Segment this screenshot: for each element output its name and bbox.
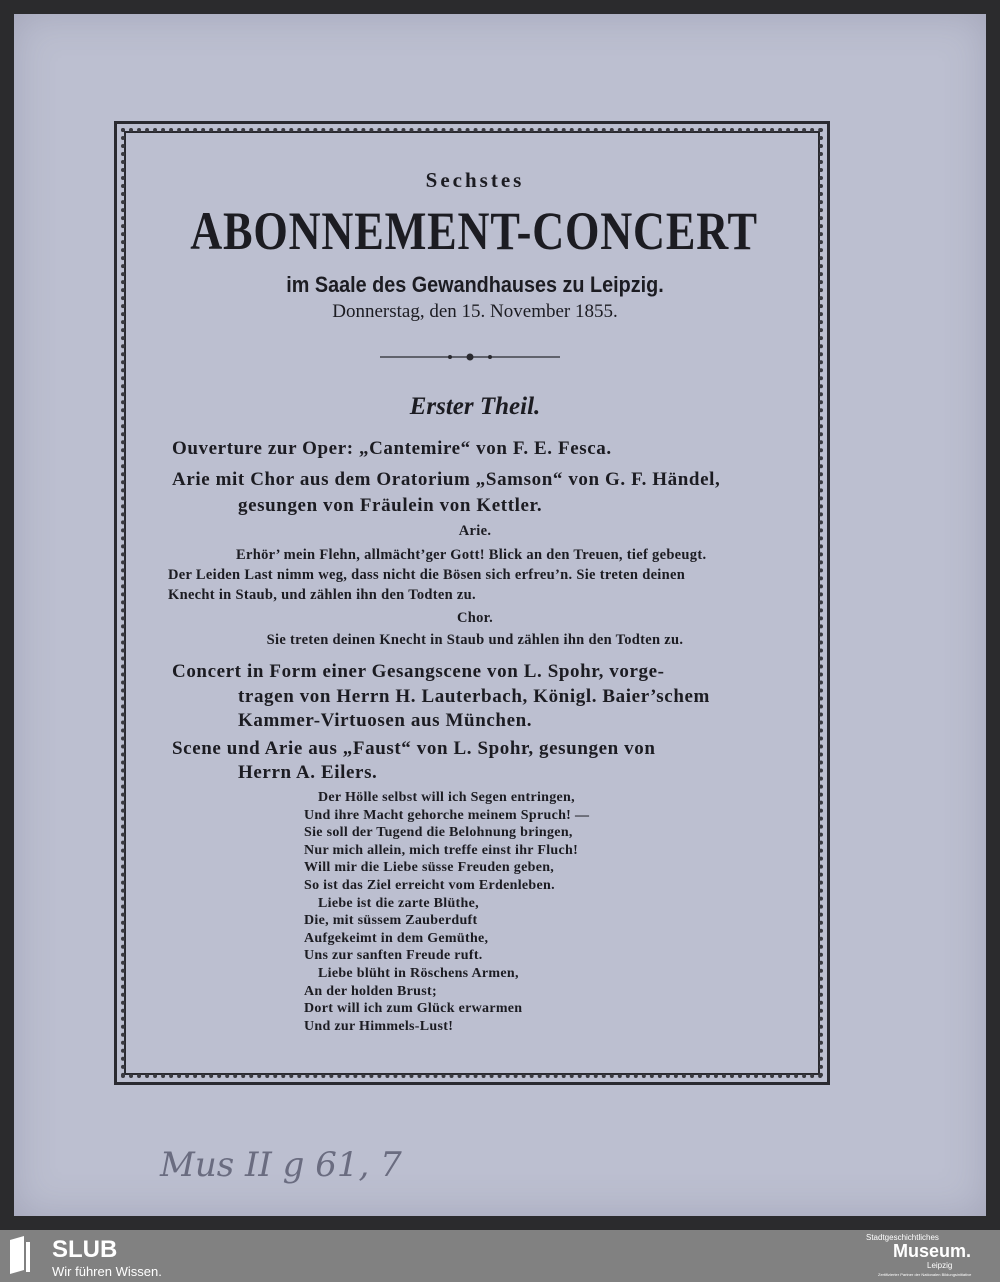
- verse-line: Und zur Himmels-Lust!: [304, 1018, 454, 1034]
- program-item: Scene und Arie aus „Faust“ von L. Spohr, gesungen von: [172, 738, 656, 759]
- program-item-cont: gesungen von Fräulein von Kettler.: [238, 495, 543, 516]
- program-item-cont: tragen von Herrn H. Lauterbach, Königl. Baier’schem: [238, 686, 710, 707]
- verse-line: Uns zur sanften Freude ruft.: [304, 948, 483, 964]
- footer-bar: [0, 1230, 1000, 1282]
- verse-line: So ist das Ziel erreicht vom Erdenleben.: [304, 878, 555, 893]
- program-item: Ouverture zur Oper: „Cantemire“ von F. E. Fesca.: [172, 438, 612, 459]
- verse-line: Die, mit süssem Zauberduft: [304, 913, 478, 929]
- overline: Sechstes: [425, 168, 525, 192]
- verse-line: Dort will ich zum Glück erwarmen: [304, 1001, 523, 1017]
- verse-line: Und ihre Macht gehorche meinem Spruch! —: [304, 807, 590, 823]
- chor-line: Sie treten deinen Knecht in Staub und zählen ihn den Todten zu.: [266, 632, 684, 648]
- program-item-cont: Kammer-Virtuosen aus München.: [238, 710, 533, 731]
- arie-line: Erhör’ mein Flehn, allmächt’ger Gott! Blick an den Treuen, tief gebeugt.: [236, 547, 707, 563]
- book-icon: [8, 1236, 32, 1276]
- verse-line: Aufgekeimt in dem Gemüthe,: [304, 930, 489, 946]
- arie-heading: Arie.: [458, 523, 492, 539]
- handwritten-shelfmark: Mus II g 61, 7: [160, 1145, 402, 1185]
- verse-line: Der Hölle selbst will ich Segen entringen,: [318, 790, 575, 805]
- arie-line: Der Leiden Last nimm weg, dass nicht die Bösen sich erfreu’n. Sie treten deinen: [168, 567, 686, 583]
- partner-city: Leipzig: [927, 1261, 953, 1270]
- verse-line: An der holden Brust;: [304, 983, 437, 999]
- arie-line: Knecht in Staub, und zählen ihn den Todten zu.: [168, 587, 476, 603]
- program-item-cont: Herrn A. Eilers.: [238, 762, 378, 783]
- program-item: Arie mit Chor aus dem Oratorium „Samson“ von G. F. Händel,: [172, 469, 721, 490]
- verse-line: Nur mich allein, mich treffe einst ihr Fluch!: [304, 842, 579, 858]
- verse-line: Will mir die Liebe süsse Freuden geben,: [304, 860, 555, 876]
- verse-line: Liebe blüht in Röschens Armen,: [318, 966, 519, 981]
- slub-tagline: Wir führen Wissen.: [52, 1264, 162, 1279]
- partner-note: Zertifizierter Partner der Nationalen Bildungsinitiative: [878, 1272, 972, 1277]
- date: Donnerstag, den 15. November 1855.: [332, 301, 618, 322]
- verse-line: Liebe ist die zarte Blüthe,: [318, 895, 479, 911]
- chor-heading: Chor.: [456, 610, 493, 626]
- verse-line: Sie soll der Tugend die Belohnung bringen,: [304, 825, 573, 841]
- partner-logo[interactable]: Museum.: [893, 1241, 972, 1261]
- section-heading: Erster Theil.: [409, 393, 541, 420]
- partner-top: Stadtgeschichtliches: [866, 1233, 939, 1242]
- slub-logo[interactable]: SLUB: [52, 1236, 118, 1263]
- program-item: Concert in Form einer Gesangscene von L. Spohr, vorge-: [172, 661, 665, 682]
- page-title: ABONNEMENT-CONCERT: [190, 201, 758, 261]
- venue: im Saale des Gewandhauses zu Leipzig.: [286, 272, 664, 297]
- ornament-divider: [380, 352, 560, 362]
